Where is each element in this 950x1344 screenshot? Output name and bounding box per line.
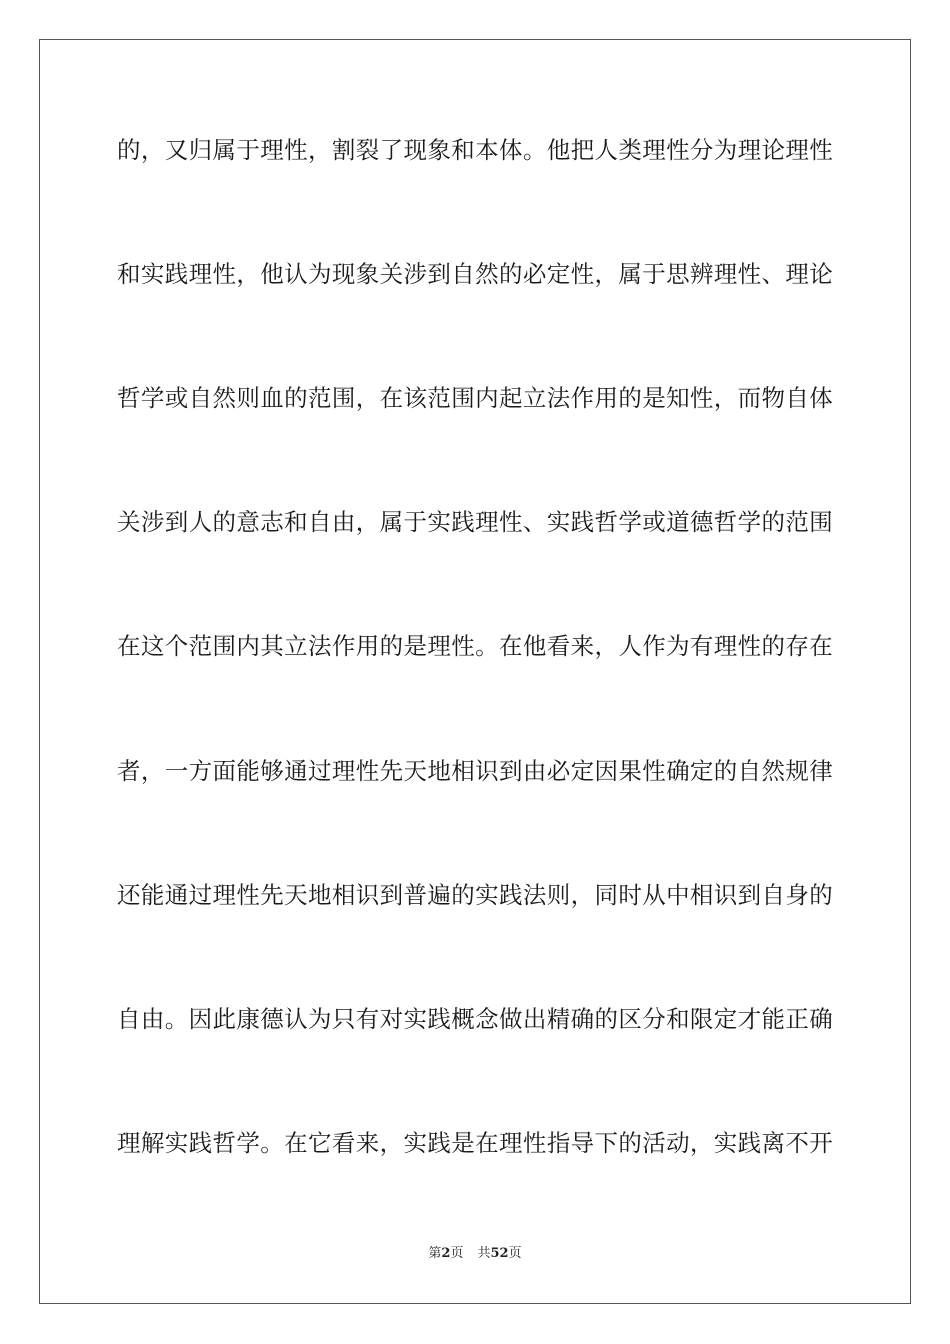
body-text-line-5: 在这个范围内其立法作用的是理性。在他看来，人作为有理性的存在: [117, 632, 833, 660]
page-suffix: 页: [450, 1246, 464, 1261]
body-text-line-3: 哲学或自然则血的范围，在该范围内起立法作用的是知性，而物自体: [117, 384, 833, 412]
page-footer: [0, 1245, 950, 1263]
body-text-line-6: 者，一方面能够通过理性先天地相识到由必定因果性确定的自然规律: [117, 757, 833, 785]
body-text-line-9: 理解实践哲学。在它看来，实践是在理性指导下的活动，实践离不开: [117, 1129, 833, 1157]
body-text-line-1: 的，又归属于理性，割裂了现象和本体。他把人类理性分为理论理性: [117, 136, 833, 164]
body-text-line-8: 自由。因此康德认为只有对实践概念做出精确的区分和限定才能正确: [117, 1005, 833, 1033]
body-text-line-4: 关涉到人的意志和自由，属于实践理性、实践哲学或道德哲学的范围: [117, 508, 833, 536]
page-number: 2: [441, 1246, 451, 1261]
total-pages: 52: [490, 1246, 509, 1261]
total-suffix: 页: [508, 1246, 522, 1261]
page-border: [39, 39, 911, 1304]
page-prefix: 第: [428, 1246, 442, 1261]
body-text-line-2: 和实践理性，他认为现象关涉到自然的必定性，属于思辨理性、理论: [117, 260, 833, 288]
body-text-line-7: 还能通过理性先天地相识到普遍的实践法则，同时从中相识到自身的: [117, 881, 833, 909]
total-prefix: 共: [477, 1246, 491, 1261]
